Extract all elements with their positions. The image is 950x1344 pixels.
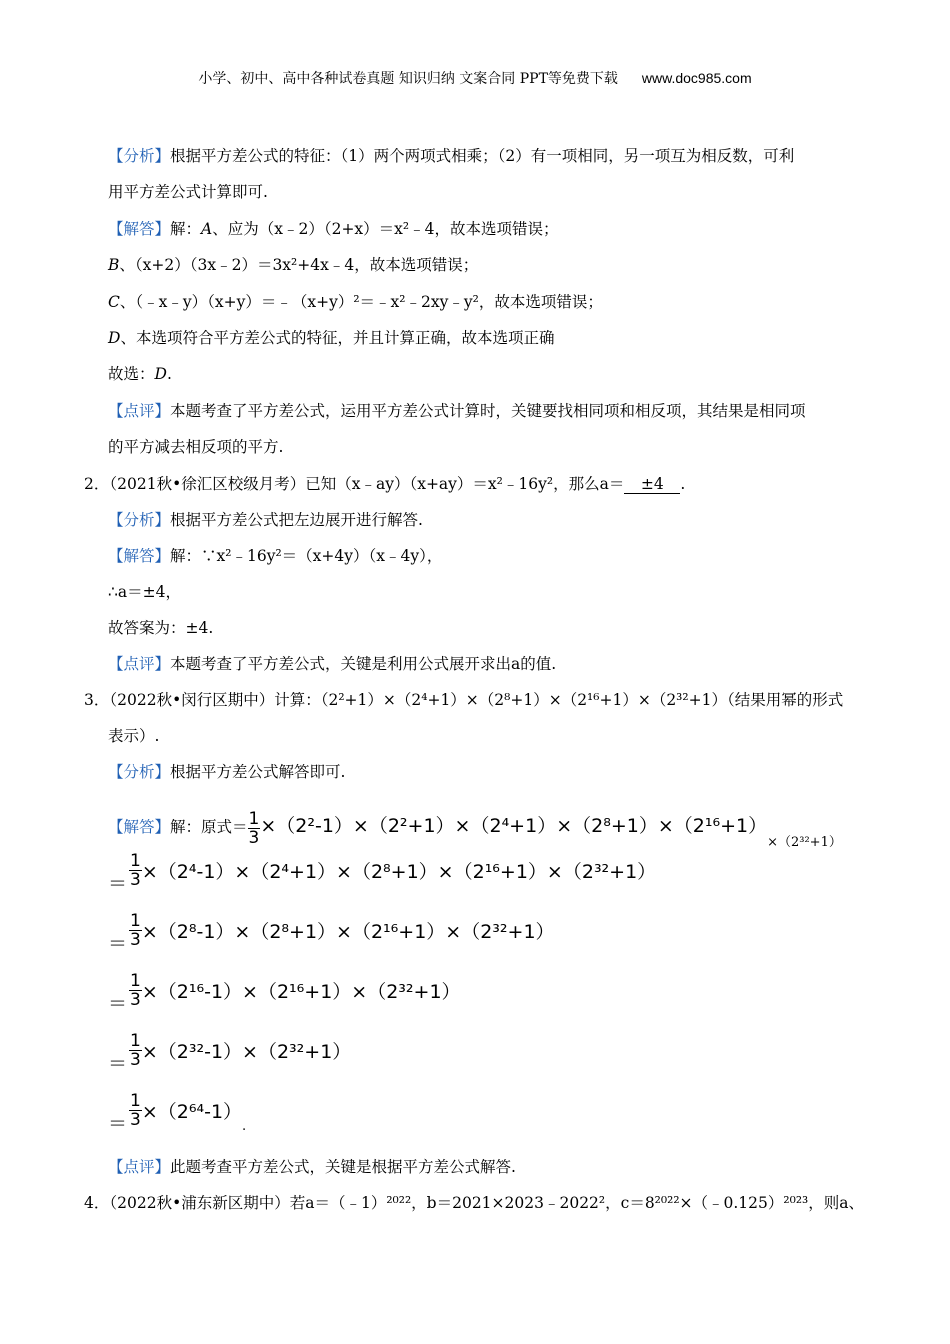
- q1-answer-a: 【解答】解：A、应为（x﹣2）（2+x）＝x²﹣4，故本选项错误；: [108, 220, 559, 238]
- q3-step4: ＝ $\frac{1}{3}$ ×（2³²-1）×（2³²+1）: [108, 1031, 352, 1075]
- header-url[interactable]: www.doc985.com: [641, 70, 752, 86]
- q3-step1: ＝ $\frac{1}{3}$ ×（2⁴-1）×（2⁴+1）×（2⁸+1）×（2¹⁶+1）×（2³²+1）: [108, 851, 657, 895]
- q1-answer-c: C、（﹣x﹣y）（x+y）＝﹣（x+y）²＝﹣x²﹣2xy﹣y²，故本选项错误；: [108, 293, 603, 311]
- q1-choice: 故选：D.: [108, 365, 172, 383]
- q3-stem-line1: 3．（2022秋•闵行区期中）计算：（2²+1）×（2⁴+1）×（2⁸+1）×（2¹⁶+1）×（2³²+1）（结果用幂的形式: [84, 691, 844, 709]
- q3-step2: ＝ $\frac{1}{3}$ ×（2⁸-1）×（2⁸+1）×（2¹⁶+1）×（2³²+1）: [108, 911, 555, 955]
- q3-answer-step0: 【解答】解：原式＝ $\frac{1}{3}$ $\times(2^2-1)\times(2^2+1)\times(2^4+1)\times(2^8+1)\times(2^{16}+1)_{\times(2^{32}+1)}$: [108, 808, 842, 850]
- answer-tag: 【解答】: [108, 220, 171, 238]
- fraction-one-third: $\frac{1}{3}$: [248, 808, 260, 848]
- q1-comment-line2: 的平方减去相反项的平方.: [108, 438, 284, 456]
- page-header: [0, 68, 950, 88]
- q3-number: 3．: [84, 691, 110, 709]
- q4-stem: 4．（2022秋•浦东新区期中）若a＝（﹣1）²⁰²²，b＝2021×2023﹣2022²，c＝8²⁰²²×（﹣0.125）²⁰²³，则a、: [84, 1194, 864, 1212]
- header-text: 小学、初中、高中各种试卷真题 知识归纳 文案合同 PPT等免费下载: [198, 71, 618, 87]
- q2-stem: 2．（2021秋•徐汇区校级月考）已知（x﹣ay）（x+ay）＝x²﹣16y²，那么a＝ ±4 .: [84, 475, 686, 493]
- q1-answer-d: D、本选项符合平方差公式的特征，并且计算正确，故本选项正确: [108, 329, 555, 347]
- q2-answer-blank: ±4: [624, 475, 680, 494]
- q2-number: 2．: [84, 475, 110, 493]
- q1-comment-line1: 【点评】本题考查了平方差公式，运用平方差公式计算时，关键要找相同项和相反项，其结果是相同项: [108, 402, 806, 420]
- q3-stem-line2: 表示）.: [108, 727, 160, 745]
- q2-analysis: 【分析】根据平方差公式把左边展开进行解答.: [108, 511, 423, 529]
- q1-analysis-line1: 【分析】根据平方差公式的特征：（1）两个两项式相乘；（2）有一项相同，另一项互为相反数，可利: [108, 147, 795, 165]
- q2-answer-line3: 故答案为：±4.: [108, 619, 214, 637]
- q4-number: 4．: [84, 1194, 110, 1212]
- q3-step3: ＝ $\frac{1}{3}$ ×（2¹⁶-1）×（2¹⁶+1）×（2³²+1）: [108, 971, 461, 1015]
- q2-answer-line1: 【解答】解：∵x²﹣16y²＝（x+4y）（x﹣4y），: [108, 547, 443, 565]
- q1-answer-b: B、（x+2）（3x﹣2）＝3x²+4x﹣4，故本选项错误；: [108, 256, 479, 274]
- analysis-tag: 【分析】: [108, 147, 171, 165]
- q3-comment: 【点评】此题考查平方差公式，关键是根据平方差公式解答.: [108, 1158, 516, 1176]
- q3-step5: ＝ $\frac{1}{3}$ $\times(2^{64}-1)_.$: [108, 1091, 247, 1135]
- q2-answer-line2: ∴a＝±4，: [108, 583, 181, 601]
- q3-analysis: 【分析】根据平方差公式解答即可.: [108, 763, 346, 781]
- q2-comment: 【点评】本题考查了平方差公式，关键是利用公式展开求出a的值.: [108, 655, 557, 673]
- comment-tag: 【点评】: [108, 402, 171, 420]
- q1-analysis-line2: 用平方差公式计算即可.: [108, 183, 268, 201]
